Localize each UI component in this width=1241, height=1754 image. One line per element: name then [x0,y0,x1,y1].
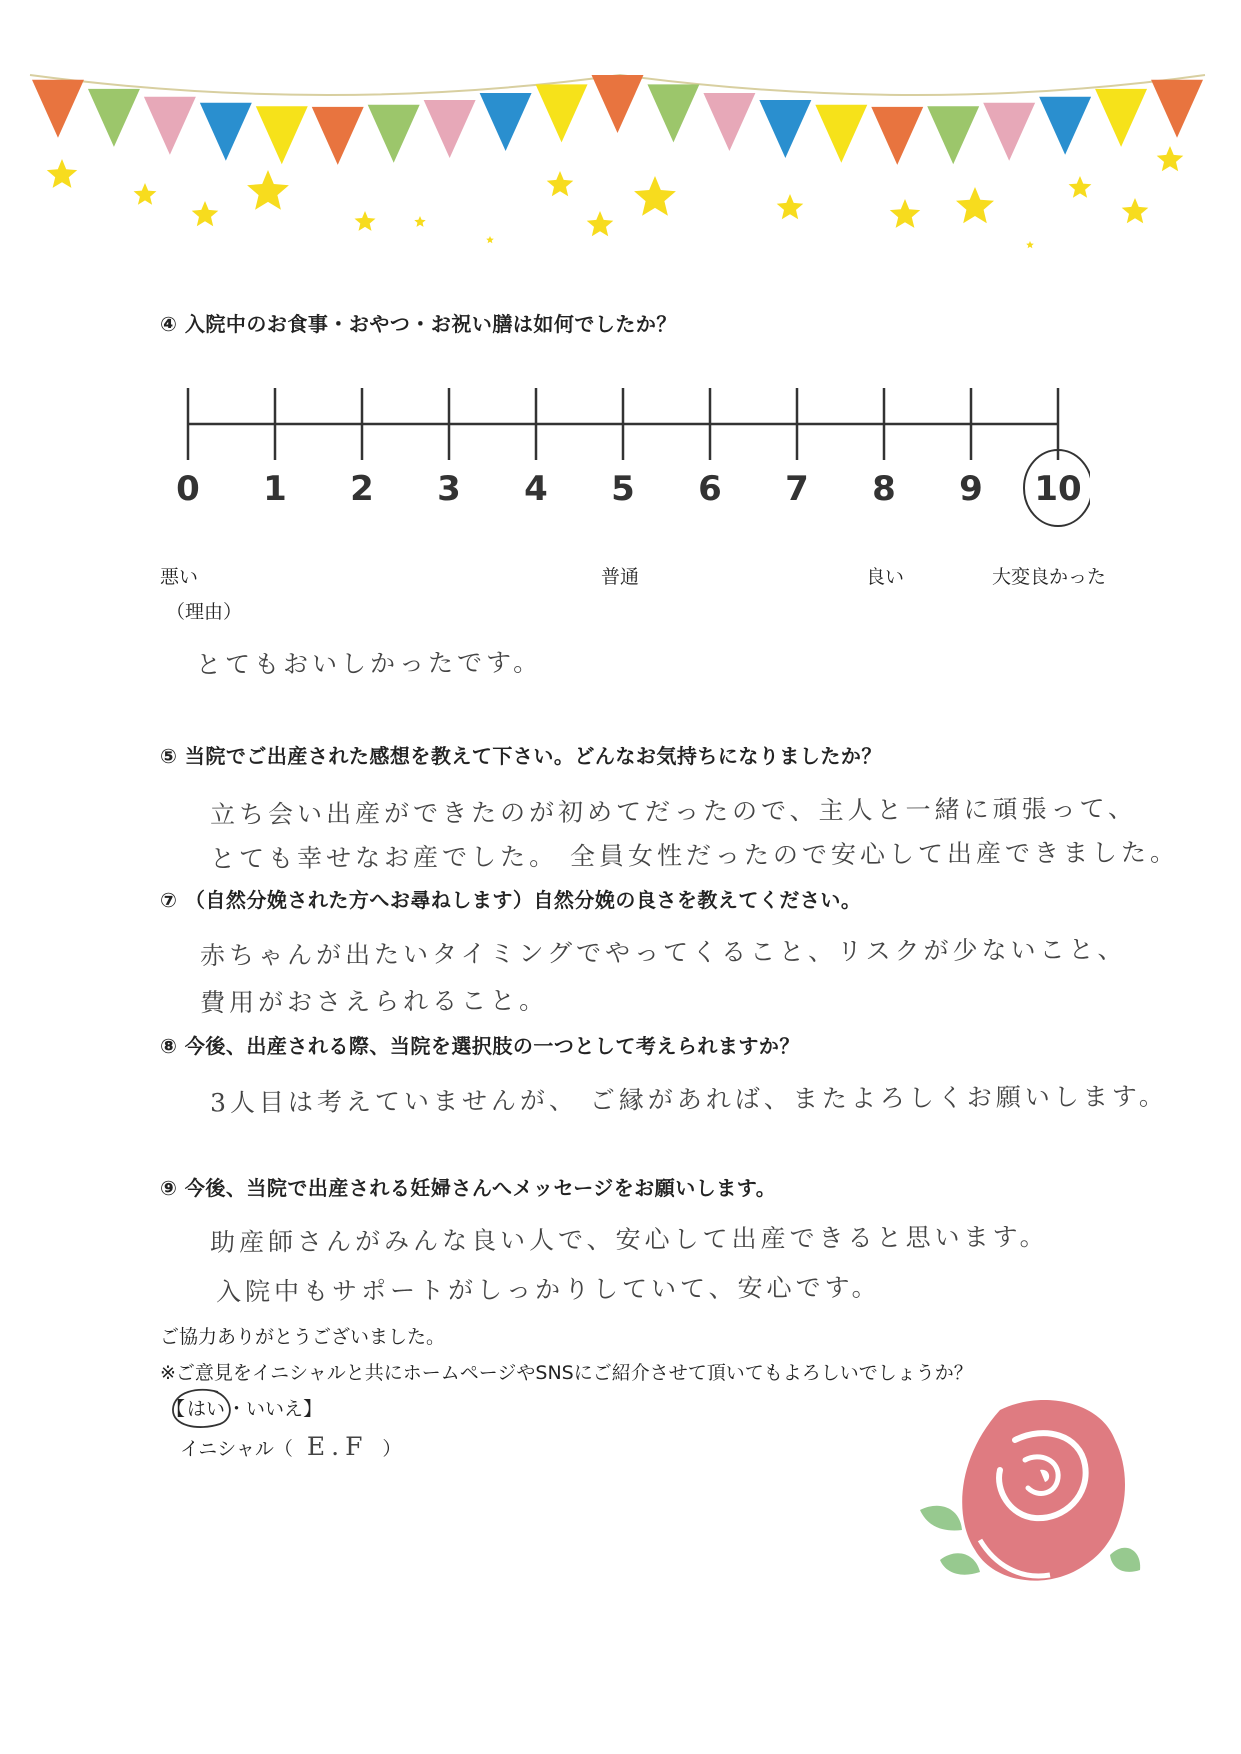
bunting-flag [1039,97,1091,155]
bunting-flag [424,100,476,158]
star-icon [47,159,77,188]
star-icon [634,176,676,216]
scale-label-good: 良い [866,566,905,588]
bunting-flag [480,93,532,151]
bunting-flag [647,84,699,142]
consent-question: ※ご意見をイニシャルと共にホームページやSNSにご紹介させて頂いてもよろしいでしょうか？ [160,1362,973,1384]
scale-number-5: 5 [611,469,635,509]
bunting-flag [703,93,755,151]
rating-scale [160,380,1090,540]
star-icon [587,211,614,236]
bunting-flag [312,107,364,165]
bunting-flag [983,103,1035,161]
scale-number-8: 8 [872,469,896,509]
scale-label-very-good: 大変良かった [992,566,1107,588]
reason-answer: とてもおいしかったです。 [195,647,543,680]
scale-number-3: 3 [437,469,461,509]
bracket-open: 【 [166,1398,186,1420]
bunting-decoration [0,0,1241,260]
bunting-flag [871,107,923,165]
question-9-title: ⑨ 今後、当院で出産される妊婦さんへメッセージをお願いします。 [160,1176,777,1200]
bunting-flag [200,103,252,161]
yes-selected-circle [168,1384,240,1434]
q9-answer-line-2: 入院中もサポートがしっかりしていて、安心です。 [215,1272,881,1307]
initial-label: イニシャル（ [180,1438,293,1460]
initial-close: ） [382,1438,402,1460]
question-4-title: ④ 入院中のお食事・おやつ・お祝い膳は如何でしたか？ [160,312,677,336]
bunting-flag [759,100,811,158]
bunting-flag [815,105,867,163]
bunting-flag [32,80,84,138]
bunting-flag [592,75,644,133]
scale-number-10: 10 [1034,469,1082,509]
scale-label-normal: 普通 [601,566,640,588]
consent-no-option[interactable]: いいえ [246,1398,304,1420]
scale-label-bad: 悪い [160,566,199,588]
initial-value[interactable]: E.F [306,1432,369,1461]
bunting-flag [144,97,196,155]
consent-yes-option[interactable]: はい [187,1398,226,1420]
star-icon [355,211,376,231]
star-icon [134,183,157,205]
star-icon [486,236,494,243]
rose-illustration [900,1390,1160,1620]
bunting-flag [536,84,588,142]
initial-row [180,1432,401,1461]
question-7-title: ⑦ （自然分娩された方へお尋ねします）自然分娩の良さを教えてください。 [160,888,862,912]
scale-number-4: 4 [524,469,548,509]
star-icon [956,187,994,223]
q5-answer-line-2: とても幸せなお産でした。 全員女性だったので安心して出産できました。 [209,837,1180,874]
thanks-text: ご協力ありがとうございました。 [160,1326,446,1348]
bracket-close: 】 [303,1398,323,1420]
bunting-flag [88,89,140,147]
scale-number-2: 2 [350,469,374,509]
bunting-flag [927,106,979,164]
q7-answer-line-2: 費用がおさえられること。 [199,985,549,1018]
star-icon [192,201,219,226]
star-icon [1122,198,1149,223]
scale-number-1: 1 [263,469,287,509]
bunting-flag [1095,89,1147,147]
star-icon [1069,176,1092,198]
q9-answer-line-1: 助産師さんがみんな良い人で、安心して出産できると思います。 [209,1222,1049,1257]
question-5-title: ⑤ 当院でご出産された感想を教えて下さい。どんなお気持ちになりましたか？ [160,744,882,768]
scale-number-9: 9 [959,469,983,509]
star-icon [247,170,289,210]
question-8-title: ⑧ 今後、出産される際、当院を選択肢の一つとして考えられますか？ [160,1034,800,1058]
reason-label: （理由） [166,601,243,623]
q5-answer-line-1: 立ち会い出産ができたのが初めてだったので、主人と一緒に頑張って、 [209,793,1138,830]
q8-answer-line-1: 3人目は考えていませんが、 ご縁があれば、またよろしくお願いします。 [209,1081,1168,1118]
star-icon [777,194,804,219]
bunting-flag [256,106,308,164]
star-icon [414,216,425,227]
q7-answer-line-1: 赤ちゃんが出たいタイミングでやってくること、リスクが少ないこと、 [199,934,1127,971]
scale-number-7: 7 [785,469,809,509]
star-icon [890,199,920,228]
consent-separator: ・ [227,1398,247,1420]
bunting-flag [1151,80,1203,138]
star-icon [1026,241,1034,248]
scale-number-6: 6 [698,469,722,509]
scale-number-0: 0 [176,469,200,509]
star-icon [1157,146,1184,171]
bunting-flag [368,105,420,163]
star-icon [547,171,574,196]
